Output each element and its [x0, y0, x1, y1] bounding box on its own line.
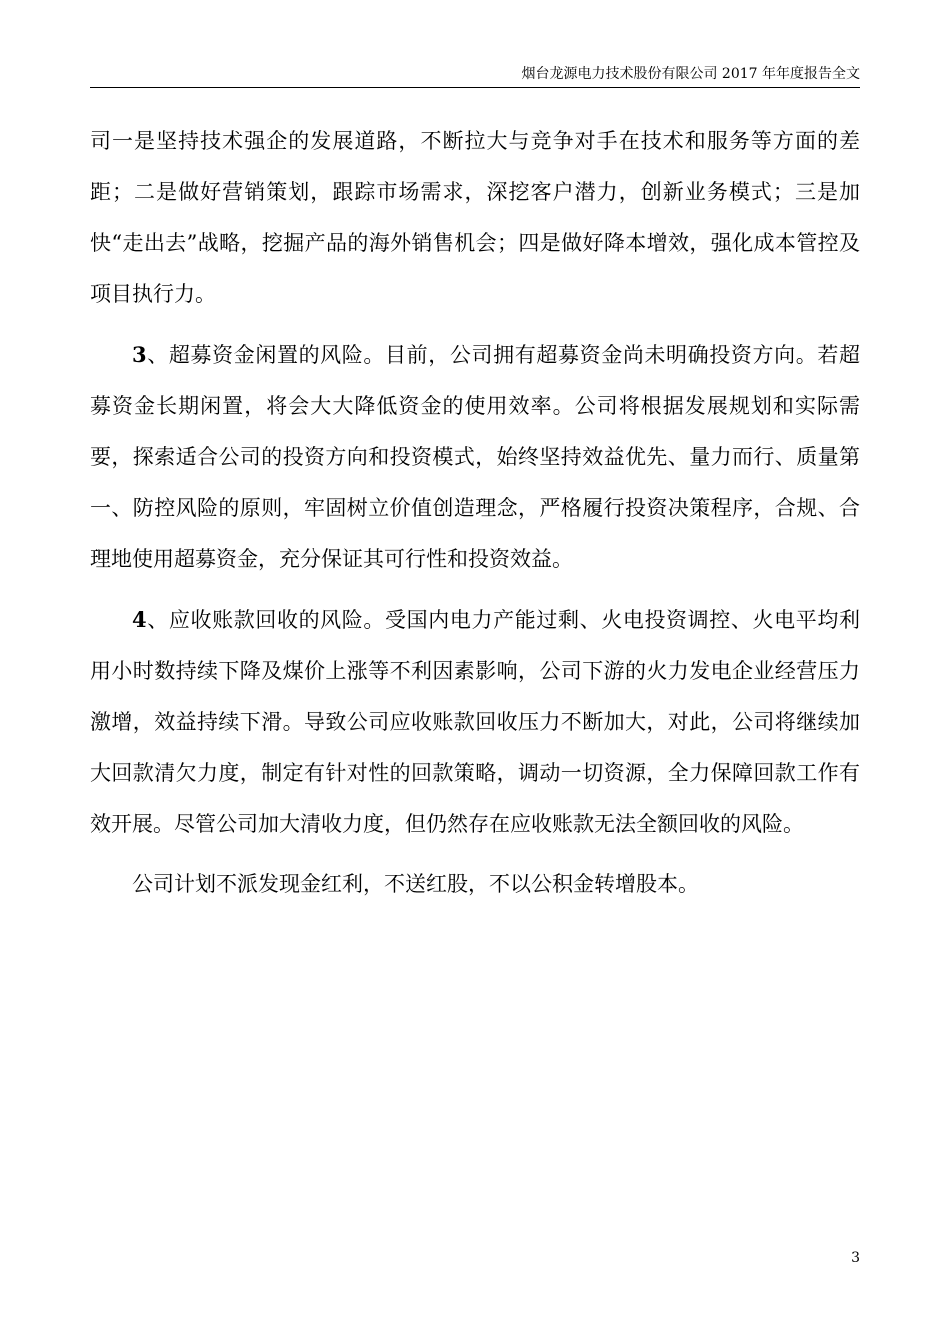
- page-header: 烟台龙源电力技术股份有限公司 2017 年年度报告全文: [521, 66, 860, 82]
- risk-item-number: 3: [132, 342, 147, 367]
- paragraph-continued-strategy: 司一是坚持技术强企的发展道路，不断拉大与竞争对手在技术和服务等方面的差距；二是做好营销策划，跟踪市场需求，深挖客户潜力，创新业务模式；三是加快“走出去”战略，挖掘产品的海外销售机会；四是做好降本增效，强化成本管控及项目执行力。: [90, 129, 860, 306]
- page-body: [90, 116, 860, 919]
- risk-item-text: 、超募资金闲置的风险。目前，公司拥有超募资金尚未明确投资方向。若超募资金长期闲置，将会大大降低资金的使用效率。公司将根据发展规划和实际需要，探索适合公司的投资方向和投资模式，始终坚持效益优先、量力而行、质量第一、防控风险的原则，牢固树立价值创造理念，严格履行投资决策程序，合规、合理地使用超募资金，充分保证其可行性和投资效益。: [90, 343, 860, 571]
- risk-item-number: 4: [132, 607, 147, 632]
- header-divider: [90, 87, 860, 88]
- page-number: 3: [851, 1250, 860, 1266]
- paragraph-dividend-plan: 公司计划不派发现金红利，不送红股，不以公积金转增股本。: [132, 872, 699, 896]
- risk-item-text: 、应收账款回收的风险。受国内电力产能过剩、火电投资调控、火电平均利用小时数持续下降及煤价上涨等不利因素影响，公司下游的火力发电企业经营压力激增，效益持续下滑。导致公司应收账款回收压力不断加大，对此，公司将继续加大回款清欠力度，制定有针对性的回款策略，调动一切资源，全力保障回款工作有效开展。尽管公司加大清收力度，但仍然存在应收账款无法全额回收的风险。: [90, 608, 860, 836]
- paragraph-risk-receivables: [90, 594, 860, 850]
- paragraph-risk-idle-funds: [90, 329, 860, 585]
